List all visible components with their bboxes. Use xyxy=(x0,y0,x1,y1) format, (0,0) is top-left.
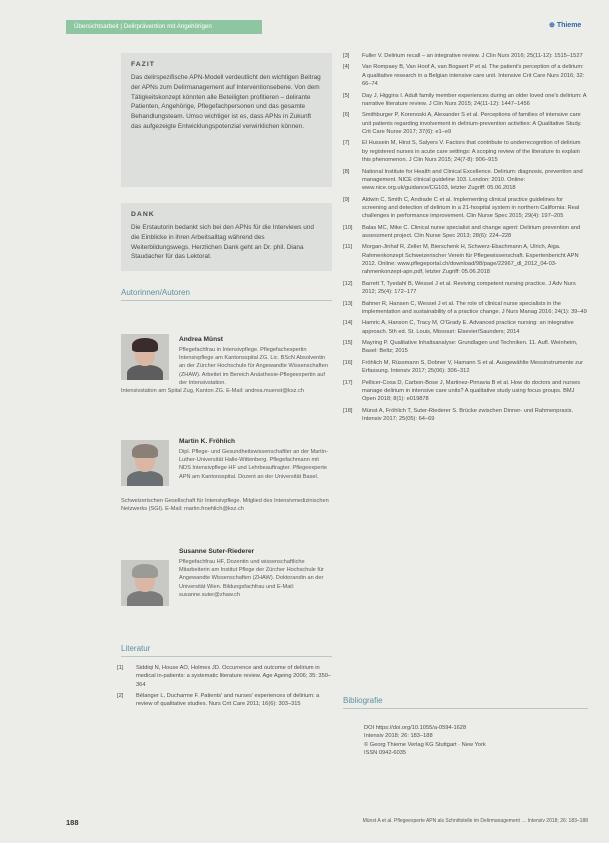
reference-item xyxy=(343,379,588,404)
reference-text: Bahner R, Hansen C, Wessel J et al. The role of clinical nurse specialists in the implementation and sustainability of a practice change. J Nurs Manag 2016; 24(1): 39–49 xyxy=(362,300,587,315)
literatur-heading: Literatur xyxy=(121,644,151,653)
reference-item xyxy=(343,224,588,241)
fazit-title: FAZIT xyxy=(131,61,155,68)
reference-number: [4] xyxy=(343,64,350,71)
reference-text: Van Rompaey B, Van Hoof A, van Bogaert P et al. The patient's perception of a delirium: A qualitative research in a Belgian intensive care unit. Intensive Crit Care Nurs 2016; 32: 66–74 xyxy=(362,64,585,88)
dank-text: Die Erstautorin bedankt sich bei den APNs für die Interviews und die Einblicke in ihren Arbeitsalltag während des Weiterbildungswegs. Herzlichen Dank geht an Dr. phil. Diana Staudacher für das Lektorat. xyxy=(131,224,314,261)
reference-text: Siddiqi N, House AO, Holmes JD. Occurrence and outcome of delirium in medical in-patients: a systematic literature review. Age Ageing 2006; 35: 350–364 xyxy=(136,665,332,688)
bibliografie-block xyxy=(364,724,486,757)
reference-text: El Hussein M, Hirst S, Salyers V. Factors that contribute to underrecognition of delirium by registered nurses in acute care settings: A scoping review of the literature to explain this phenomenon. J Clin Nurs 2015; 24(7-8): 906–915 xyxy=(362,140,581,164)
reference-item xyxy=(343,63,588,88)
reference-item xyxy=(343,319,588,336)
reference-number: [9] xyxy=(343,196,350,203)
bibliografie-line: ISSN 0942-6035 xyxy=(364,749,407,756)
reference-text: Mayring P. Qualitative Inhaltsanalyse: Grundlagen und Techniken. 11. Aufl. Weinheim, Basel: Beltz; 2015 xyxy=(362,340,578,355)
reference-item xyxy=(343,300,588,317)
author-bio: Dipl. Pflege- und Gesundheitswissenschaftler an der Martin-Luther-Universität Halle-Wittenberg. Pflegefachmann mit NDS Intensivpflege HF und Lehrbeauftragter. Pflegeexperte APN am Kantonsspital. Dozent an der Universität Basel. xyxy=(179,449,328,480)
reference-number: [3] xyxy=(343,53,350,59)
reference-number: [12] xyxy=(343,280,353,287)
reference-item xyxy=(343,359,588,376)
author-bio-continued: Intensivstation am Spital Zug, Kanton ZG. E-Mail: andrea.muenst@ksz.ch xyxy=(121,388,304,394)
author-bio: Pflegefachfrau in Intensivpflege. Pflegefachexpertin Intensivpflege am Kantonsspital ZG. Lic. BScN Absolventin an der Zürcher Hochschule für Angewandte Wissenschaften (ZHAW). Arbeitet im Bereich Anästhesie-Pflegeexpertin auf der Intensivstation. xyxy=(179,347,328,386)
reference-item xyxy=(117,692,332,709)
reference-number: [7] xyxy=(343,140,350,147)
reference-number: [18] xyxy=(343,407,353,414)
thieme-logo: ⊕ Thieme xyxy=(549,22,582,29)
reference-number: [10] xyxy=(343,224,353,231)
author-name: Martin K. Fröhlich xyxy=(179,438,236,445)
reference-number: [17] xyxy=(343,379,353,386)
reference-item xyxy=(343,407,588,424)
reference-item xyxy=(343,280,588,297)
reference-item xyxy=(343,339,588,356)
author-photo xyxy=(121,560,169,606)
author-block xyxy=(121,308,332,403)
doi-line[interactable]: DOI https://doi.org/10.1055/a-0594-1628 xyxy=(364,725,467,731)
reference-text: Pellicer-Cosa D, Carbon-Bose J, Martinez-Pirnavia B et al. How do doctors and nurses manage delirium in intensive care units? A qualitative study using focus groups. BMJ Open 2018; 8(1): e019878 xyxy=(362,379,581,403)
reference-text: Aldwin C, Smith C, Andrade C et al. Implementing clinical practice guidelines for screening and detection of delirium in a 21-hospital system in northern California: Real challenges in performance improvement. Clin Nurse Spec 2015; 29(4): 197–205 xyxy=(362,196,580,220)
reference-number: [8] xyxy=(343,168,350,175)
author-photo xyxy=(121,334,169,380)
reference-text: Day J, Higgins I. Adult family member experiences during an older loved one's delirium: A narrative literature review. J Clin Nurs 2015; 24(11-12): 1447–1456 xyxy=(362,92,587,107)
divider xyxy=(121,656,332,657)
reference-text: Bélanger L, Ducharme F. Patients' and nurses' experiences of delirium: a review of qualitative studies. Nurs Crit Care 2011; 16(6): 303–315 xyxy=(136,693,320,708)
reference-item xyxy=(343,111,588,136)
reference-text: Fröhlich M, Rüssmann S, Dobner V, Hamann S et al. Ausgewählte Messinstrumente zur Erfassung. Intensiv 2017; 25(06): 306–312 xyxy=(362,359,584,375)
author-bio: Pflegefachfrau HF, Dozentin und wissenschaftliche Mitarbeiterin am Institut Pflege der Zürcher Hochschule für Angewandte Wissenschaften (ZHAW). Doktorandin an der Universität Wien. Bildungsfachfrau und E-Mail: susanne.suter@zhaw.ch xyxy=(179,559,324,598)
reference-number: [13] xyxy=(343,300,353,307)
footer-citation: Münst A et al. Pflegeexperte APN als Schnittstelle im Delirmanagement … Intensiv 2018; 26: 183–188 xyxy=(362,818,588,824)
reference-number: [11] xyxy=(343,244,353,251)
reference-text: Barrett T, Tyedahl B, Wessel J et al. Reviving competent nursing practice. J Adv Nurs 2012; 25(4): 172–177 xyxy=(362,280,576,296)
publisher-name: Thieme xyxy=(556,22,582,29)
reference-item xyxy=(117,664,332,689)
page-number: 188 xyxy=(66,818,79,827)
author-name: Andrea Münst xyxy=(179,336,223,343)
dank-box xyxy=(121,203,332,271)
divider xyxy=(343,708,588,709)
reference-number: [6] xyxy=(343,112,350,119)
reference-item xyxy=(343,196,588,221)
reference-item xyxy=(343,92,588,109)
reference-text: Morgan-Jinhaf R, Zeller M, Bierschenk H, Schwerz-Ebachmann A, Ulrich, Aiga. Rahmenkonzept Schweizerischer Verein für Pflegewissenschaft. Expertenbericht APN 2012. Online: www.pflegeportal.ch/download/98/page/22967_dl_2012_04-03-rahmenkonzept-apn.pdf, letzter Zugriff: 05.06.2018 xyxy=(362,244,579,276)
section-header-tab: Übersichtsarbeit | Delirprävention mit Angehörigen xyxy=(66,20,262,34)
authors-heading: Autorinnen/Autoren xyxy=(121,288,190,297)
reference-number: [16] xyxy=(343,359,353,366)
reference-item xyxy=(343,243,588,276)
fazit-box xyxy=(121,53,332,187)
reference-text: Münst A, Fröhlich T, Suter-Riederer S. Brücke zwischen Dinner- und Rahmenpraxis. Intensiv 2017; 25(05): 64–69 xyxy=(362,407,574,423)
reference-text: Hamric A, Hanson C, Tracy M, O'Grady E. Advanced practice nursing: an integrative approach. 5th ed. St. Louis, Missouri: Elsevier/Saunders; 2014 xyxy=(362,320,574,335)
reference-text: Smithburger P, Korenoski A, Alexander S et al. Perceptions of families of intensive care unit patients regarding involvement in delirium-prevention activities: A Qualitative Study. Crit Care Nurse 2017; 37(6): e1–e9 xyxy=(362,112,582,135)
reference-number: [5] xyxy=(343,92,350,99)
bibliografie-line: Intensiv 2018; 26: 183–188 xyxy=(364,733,433,740)
reference-item xyxy=(343,52,588,60)
reference-item xyxy=(343,168,588,193)
reference-list-right xyxy=(343,52,588,427)
reference-text: Balas MC, Mike C. Clinical nurse specialist and change agent: Delirium prevention and assessment project. Clin Nurse Spec 2013; 28(6): 224–228 xyxy=(362,224,581,239)
fazit-text: Das delirspezifische APN-Modell verdeutlicht den wichtigen Beitrag der APNs zum Delirmanagement auf Interventionsebene. Von dem Tätigkeitskonzept könnten alle Beteiligten profitieren – delirante Patienten, Angehörige, Pflegefachpersonen und das gesamte Behandlungsteam. Umso wichtiger ist es, dass APNs in Zukunft das aufgezeigte Entwicklungspotenzial verwirklichen können. xyxy=(131,74,321,130)
dank-title: DANK xyxy=(131,211,155,218)
reference-number: [2] xyxy=(117,693,124,700)
divider xyxy=(121,300,332,301)
reference-number: [15] xyxy=(343,340,353,347)
bibliografie-line: © Georg Thieme Verlag KG Stuttgart · New York xyxy=(364,741,486,748)
author-block xyxy=(121,436,332,526)
author-photo xyxy=(121,440,169,486)
reference-item xyxy=(343,139,588,164)
bibliografie-heading: Bibliografie xyxy=(343,696,383,705)
reference-text: Fuller V. Delirium recall – an integrative review. J Clin Nurs 2016; 25(11-12): 1515–1527 xyxy=(362,53,583,59)
author-block xyxy=(121,548,332,620)
reference-text: National Institute for Health and Clinical Excellence. Delirium: diagnosis, prevention and management. NICE clinical guideline 103. London: 2010. Online: www.nice.org.uk/guidance/CG103, letzter Zugriff: 05.06.2018 xyxy=(362,168,583,192)
reference-list-left xyxy=(117,664,332,712)
author-name: Susanne Suter-Riederer xyxy=(179,548,255,555)
reference-number: [1] xyxy=(117,665,124,671)
reference-number: [14] xyxy=(343,320,353,327)
author-bio-continued: Schweizerischen Gesellschaft für Intensivpflege. Mitglied des Intensivmedizinischen Netzwerks (SGI). E-Mail: martin.froehlich@ksz.ch xyxy=(121,498,329,513)
